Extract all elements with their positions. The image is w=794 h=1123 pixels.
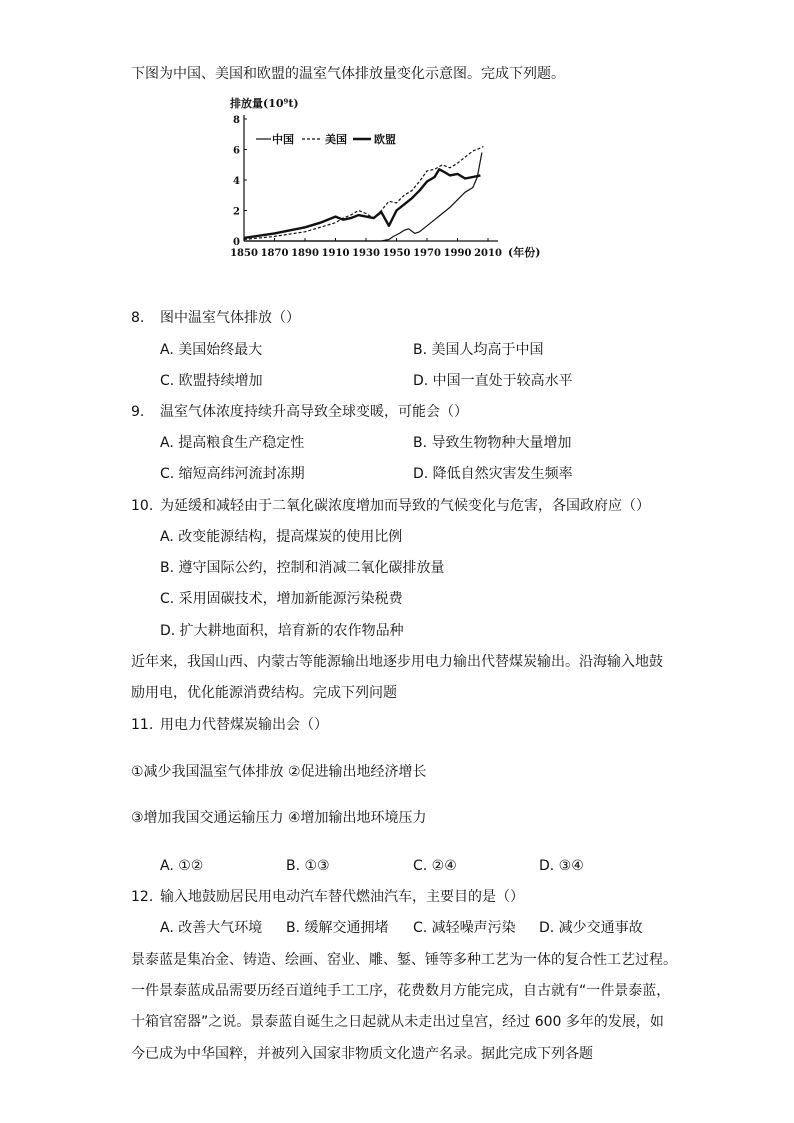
- q8-option-b: B. 美国人均高于中国: [413, 342, 544, 358]
- series-line-dashed: [244, 147, 483, 240]
- q9-number: 9.: [131, 404, 145, 420]
- q10-option-b: B. 遵守国际公约，控制和消减二氧化碳排放量: [160, 560, 445, 576]
- q12-option-c: C. 减轻噪声污染: [413, 920, 516, 936]
- chart-series: [244, 147, 483, 242]
- q8-option-c: C. 欧盟持续增加: [160, 373, 263, 389]
- q9-option-a: A. 提高粮食生产稳定性: [160, 435, 305, 451]
- x-tick-label: 1950: [382, 248, 411, 259]
- q12-stem: 输入地鼓励居民用电动汽车替代燃油汽车，主要目的是（）: [160, 889, 524, 905]
- q10-option-a: A. 改变能源结构，提高煤炭的使用比例: [160, 529, 403, 545]
- y-tick-label: 8: [233, 115, 240, 126]
- intro-text-3b: 一件景泰蓝成品需要历经百道纯手工工序，花费数月方能完成，自古就有“一件景泰蓝，: [131, 983, 671, 999]
- q11-option-c: C. ②④: [413, 858, 457, 874]
- x-tick-label: 1930: [352, 248, 380, 259]
- q9-stem: 温室气体浓度持续升高导致全球变暖，可能会（）: [160, 404, 468, 420]
- intro-text-3a: 景泰蓝是集冶金、铸造、绘画、窑业、雕、錾、锤等多种工艺为一体的复合性工艺过程。: [131, 952, 677, 968]
- q9-option-b: B. 导致生物物种大量增加: [413, 435, 572, 451]
- q12-option-b: B. 缓解交通拥堵: [286, 920, 389, 936]
- chart-xlabel: (年份): [508, 246, 541, 259]
- y-tick-label: 0: [233, 237, 240, 248]
- q10-number: 10.: [131, 498, 154, 514]
- q11-statements-2: ③增加我国交通运输压力 ④增加输出地环境压力: [131, 810, 427, 826]
- series-line-thick: [244, 169, 480, 238]
- q11-option-d: D. ③④: [539, 858, 584, 874]
- legend-usa-label: 美国: [325, 133, 347, 146]
- emission-chart: [226, 93, 556, 265]
- q12-option-d: D. 减少交通事故: [539, 920, 643, 936]
- x-tick-label: 1850: [230, 248, 258, 259]
- legend-eu-label: 欧盟: [374, 133, 396, 146]
- q11-statements-1: ①减少我国温室气体排放 ②促进输出地经济增长: [131, 764, 427, 780]
- y-tick-label: 2: [233, 206, 240, 218]
- q9-option-d: D. 降低自然灾害发生频率: [413, 466, 573, 482]
- x-tick-label: 1990: [443, 248, 472, 259]
- q8-number: 8.: [131, 310, 145, 326]
- x-tick-label: 1890: [291, 248, 319, 259]
- x-tick-label: 1910: [321, 248, 350, 259]
- q10-stem: 为延缓和减轻由于二氧化碳浓度增加而导致的气候变化与危害，各国政府应（）: [160, 498, 650, 514]
- intro-text-1: 下图为中国、美国和欧盟的温室气体排放量变化示意图。完成下列题。: [131, 66, 565, 82]
- intro-text-3c: 十箱官窑器”之说。景泰蓝自诞生之日起就从未走出过皇宫，经过 600 多年的发展，如: [131, 1014, 664, 1030]
- q12-option-a: A. 改善大气环境: [160, 920, 263, 936]
- intro-text-2a: 近年来，我国山西、内蒙古等能源输出地逐步用电力输出代替煤炭输出。沿海输入地鼓: [131, 654, 663, 670]
- q10-option-c: C. 采用固碳技术，增加新能源污染税费: [160, 591, 403, 607]
- q8-option-d: D. 中国一直处于较高水平: [413, 373, 573, 389]
- q12-number: 12.: [131, 889, 154, 905]
- y-tick-label: 6: [233, 145, 240, 157]
- chart-ylabel: 排放量(10⁹t): [230, 97, 299, 110]
- q11-stem: 用电力代替煤炭输出会（）: [160, 717, 328, 733]
- chart-axes: [230, 115, 502, 259]
- q8-option-a: A. 美国始终最大: [160, 342, 263, 358]
- q11-option-b: B. ①③: [286, 858, 330, 874]
- intro-text-3d: 今已成为中华国粹，并被列入国家非物质文化遗产名录。据此完成下列各题: [131, 1046, 593, 1062]
- intro-text-2b: 励用电，优化能源消费结构。完成下列问题: [131, 685, 397, 701]
- x-tick-label: 2010: [474, 248, 502, 259]
- q9-option-c: C. 缩短高纬河流封冻期: [160, 466, 305, 482]
- chart-svg: [226, 93, 556, 265]
- legend-china-label: 中国: [272, 133, 294, 146]
- q11-number: 11.: [131, 717, 154, 733]
- x-tick-label: 1870: [260, 248, 289, 259]
- x-tick-label: 1970: [413, 248, 441, 259]
- y-tick-label: 4: [233, 176, 240, 187]
- q10-option-d: D. 扩大耕地面积，培育新的农作物品种: [160, 623, 404, 639]
- q8-stem: 图中温室气体排放（）: [160, 310, 300, 326]
- chart-legend: [256, 132, 396, 146]
- q11-option-a: A. ①②: [160, 858, 204, 874]
